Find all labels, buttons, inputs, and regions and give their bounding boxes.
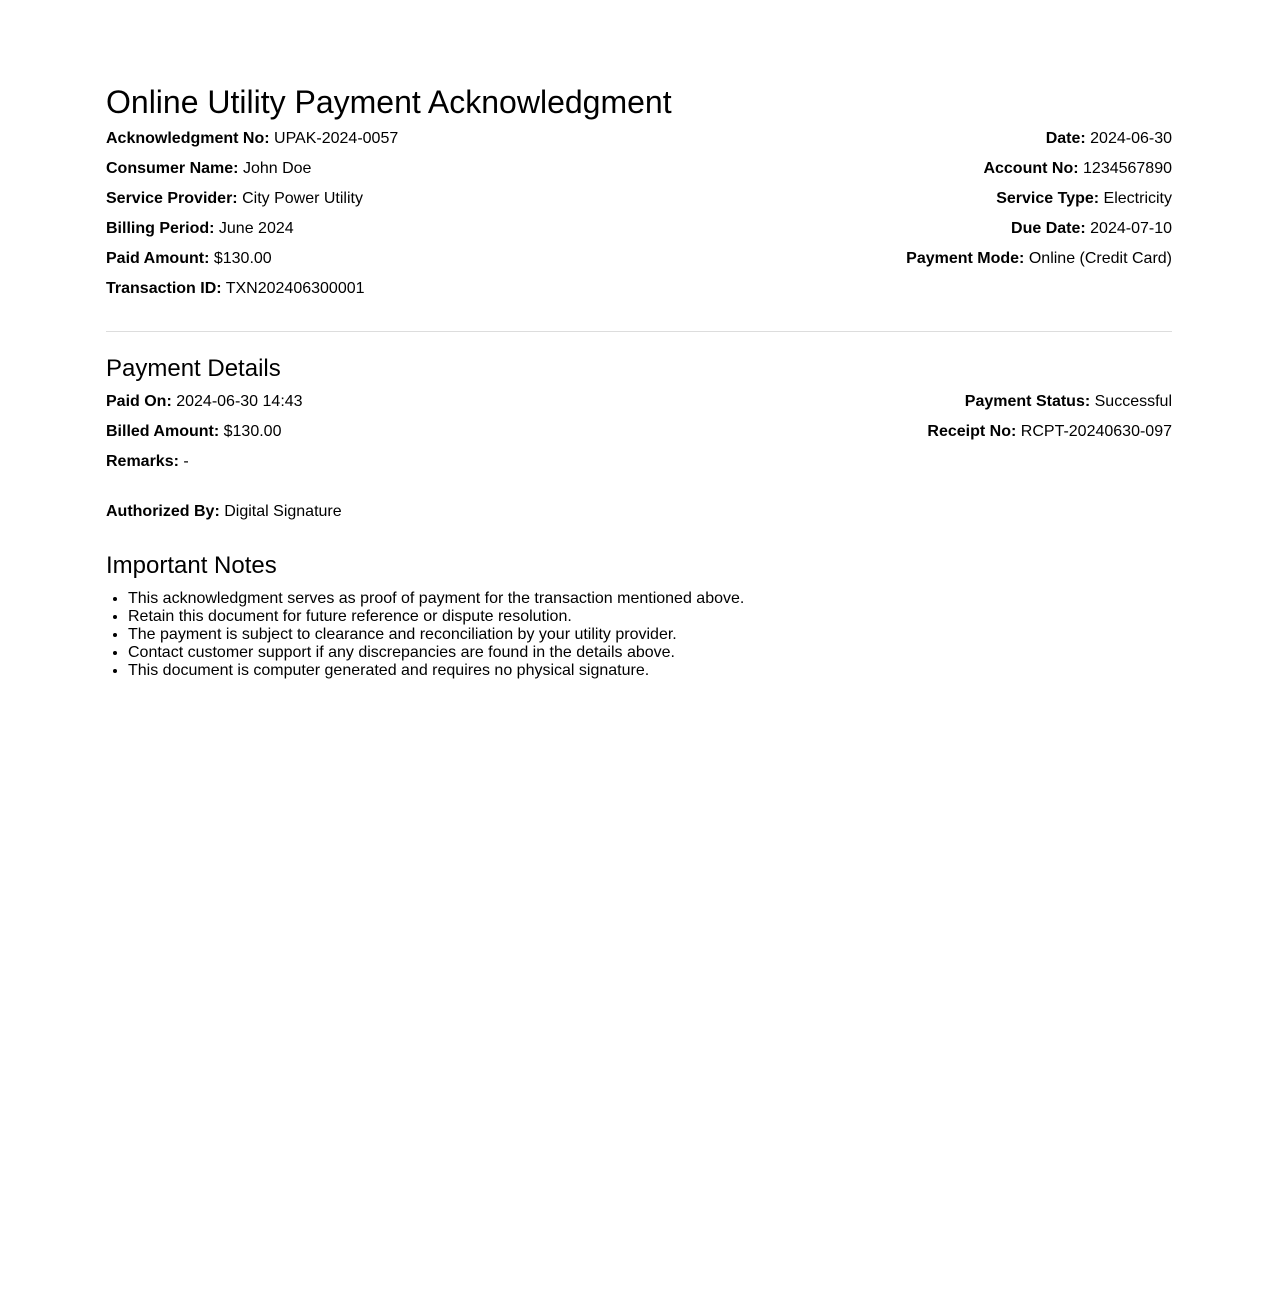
remarks-value: -	[183, 453, 189, 470]
authorized-by-value: Digital Signature	[224, 503, 342, 520]
paid-amount-value: $130.00	[213, 250, 272, 267]
service-provider-value: City Power Utility	[242, 190, 363, 207]
paid-on-value: 2024-06-30 14:43	[176, 393, 303, 410]
payment-details-right-column	[927, 392, 1172, 482]
remarks-row	[106, 452, 303, 472]
field-label: Acknowledgment No:	[106, 130, 270, 147]
field-label: Billing Period:	[106, 220, 215, 237]
payment-details-heading: Payment Details	[106, 355, 281, 382]
field-label: Paid On:	[106, 393, 172, 410]
paid-amount-row	[106, 249, 398, 269]
field-label: Payment Status:	[964, 393, 1091, 410]
field-label: Billed Amount:	[106, 423, 220, 440]
authorized-by-row	[106, 502, 1172, 522]
service-type-row	[906, 189, 1172, 209]
section-divider	[106, 331, 1172, 332]
field-label: Due Date:	[1011, 220, 1086, 237]
service-provider-row	[106, 189, 398, 209]
account-no-value: 1234567890	[1083, 160, 1172, 177]
field-label: Receipt No:	[927, 423, 1017, 440]
payment-status-value: Successful	[1094, 393, 1172, 410]
payment-mode-row	[906, 249, 1172, 269]
payment-mode-value: Online (Credit Card)	[1028, 250, 1172, 267]
field-label: Service Type:	[996, 190, 1100, 207]
account-no-row	[906, 159, 1172, 179]
billed-amount-value: $130.00	[223, 423, 282, 440]
billed-amount-row	[106, 422, 303, 442]
due-date-value: 2024-07-10	[1090, 220, 1172, 237]
payment-details-section	[106, 392, 1172, 482]
field-label: Date:	[1045, 130, 1086, 147]
consumer-name-row	[106, 159, 398, 179]
transaction-id-row	[106, 279, 398, 299]
list-item: • The payment is subject to clearance and reconciliation by your utility provider.	[128, 626, 1172, 644]
acknowledgment-no-row	[106, 129, 398, 149]
summary-section	[106, 129, 1172, 309]
acknowledgment-no-value: UPAK-2024-0057	[274, 130, 399, 147]
receipt-no-value: RCPT-20240630-097	[1020, 423, 1172, 440]
consumer-name-value: John Doe	[242, 160, 312, 177]
summary-left-column	[106, 129, 398, 309]
list-item: • This document is computer generated and requires no physical signature.	[128, 662, 1172, 680]
field-label: Payment Mode:	[906, 250, 1025, 267]
receipt-no-row	[927, 422, 1172, 442]
date-row	[906, 129, 1172, 149]
notes-list	[106, 590, 1172, 680]
field-label: Transaction ID:	[106, 280, 222, 297]
field-label: Service Provider:	[106, 190, 238, 207]
transaction-id-value: TXN202406300001	[225, 280, 365, 297]
list-item: • This acknowledgment serves as proof of payment for the transaction mentioned above.	[128, 590, 1172, 608]
page-title: Online Utility Payment Acknowledgment	[106, 84, 672, 120]
summary-right-column	[906, 129, 1172, 309]
paid-on-row	[106, 392, 303, 412]
list-item: • Contact customer support if any discrepancies are found in the details above.	[128, 644, 1172, 662]
acknowledgment-document	[106, 0, 1172, 680]
field-label: Paid Amount:	[106, 250, 210, 267]
payment-details-left-column	[106, 392, 303, 482]
important-notes-heading: Important Notes	[106, 552, 277, 579]
service-type-value: Electricity	[1103, 190, 1172, 207]
field-label: Account No:	[983, 160, 1079, 177]
date-value: 2024-06-30	[1090, 130, 1172, 147]
billing-period-row	[106, 219, 398, 239]
billing-period-value: June 2024	[218, 220, 294, 237]
field-label: Authorized By:	[106, 503, 220, 520]
list-item: • Retain this document for future reference or dispute resolution.	[128, 608, 1172, 626]
payment-status-row	[927, 392, 1172, 412]
field-label: Consumer Name:	[106, 160, 239, 177]
due-date-row	[906, 219, 1172, 239]
field-label: Remarks:	[106, 453, 179, 470]
